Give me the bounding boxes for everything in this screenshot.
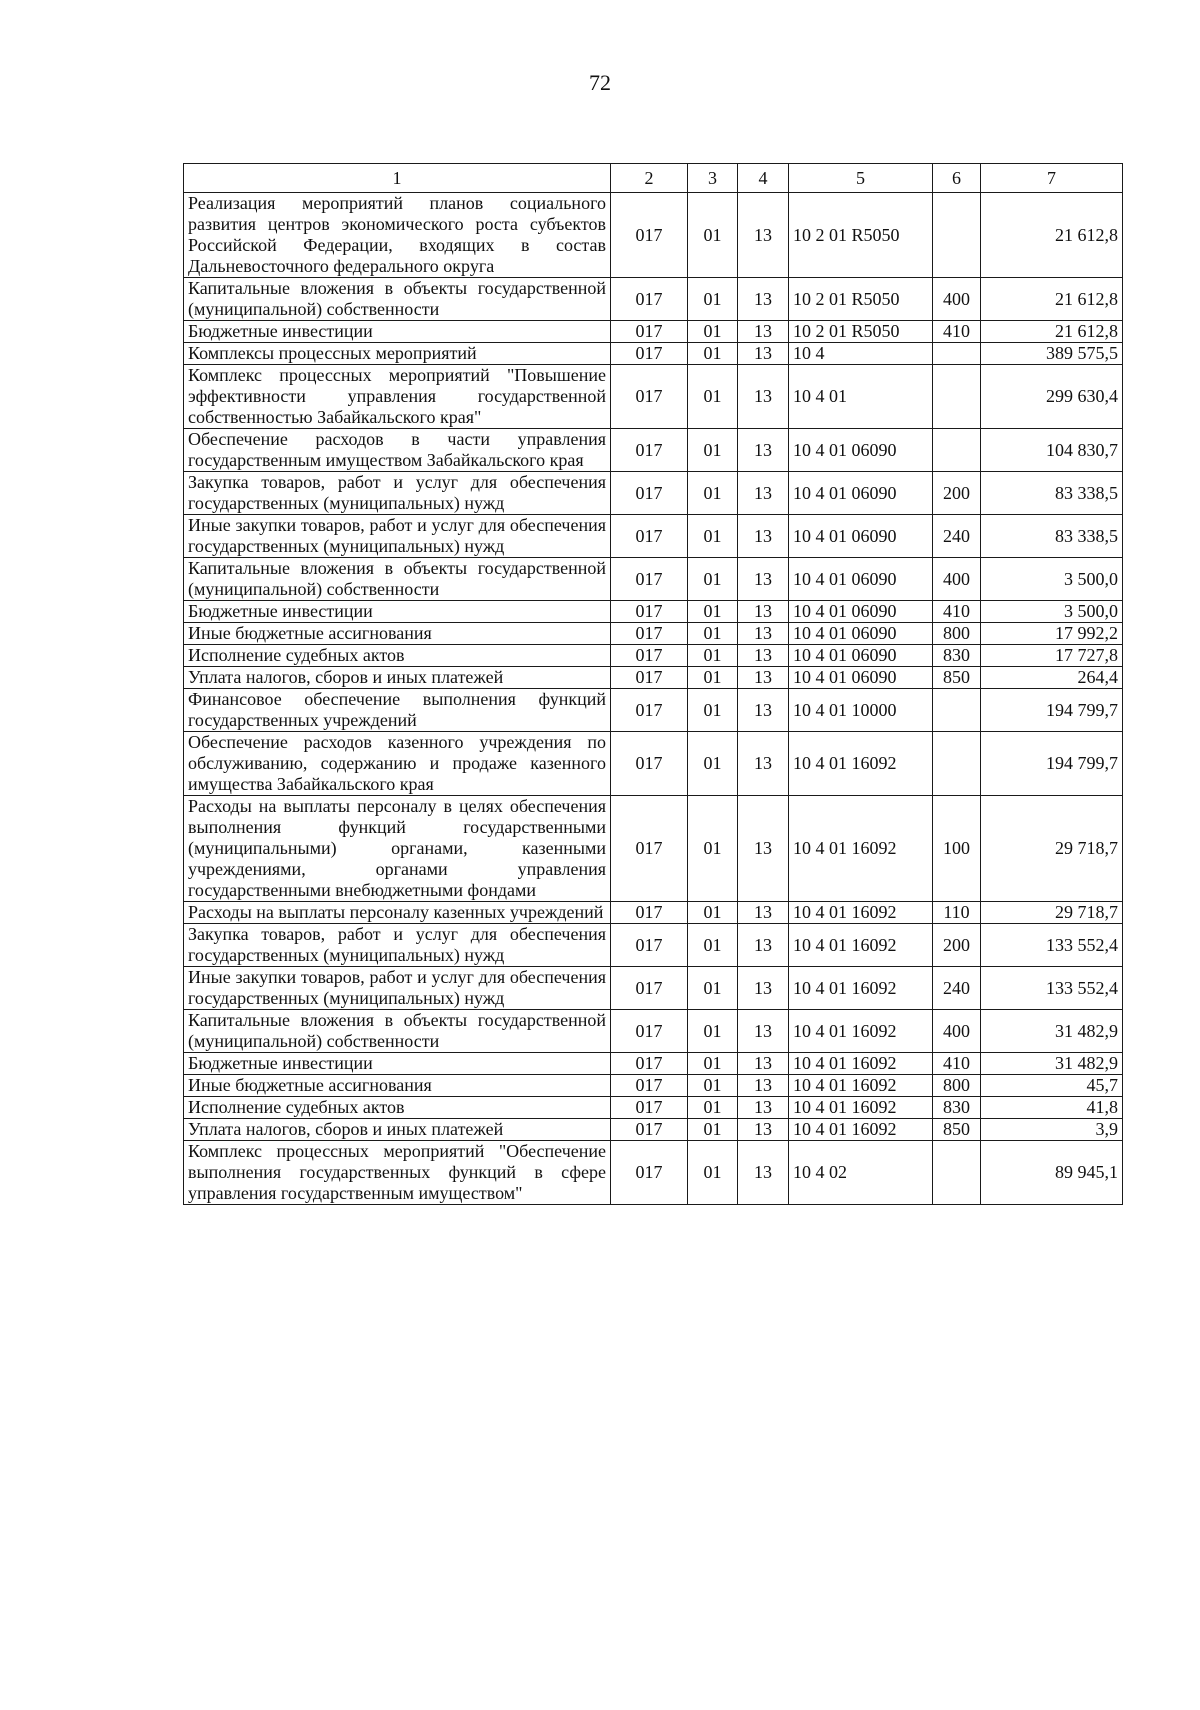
table-row bbox=[184, 667, 1123, 689]
expense-type-cell: 400 bbox=[933, 278, 981, 321]
expense-type-cell bbox=[933, 365, 981, 429]
code-admin-cell: 017 bbox=[611, 732, 688, 796]
section-cell: 01 bbox=[688, 623, 738, 645]
row-name-cell: Финансовое обеспечение выполнения функций государственных учреждений bbox=[184, 689, 611, 732]
column-header: 1 bbox=[184, 164, 611, 193]
target-article-cell: 10 4 01 06090 bbox=[789, 601, 933, 623]
section-cell: 01 bbox=[688, 732, 738, 796]
section-cell: 01 bbox=[688, 1010, 738, 1053]
code-admin-cell: 017 bbox=[611, 1119, 688, 1141]
code-admin-cell: 017 bbox=[611, 1141, 688, 1205]
section-cell: 01 bbox=[688, 601, 738, 623]
subsection-cell: 13 bbox=[738, 967, 789, 1010]
expense-type-cell: 110 bbox=[933, 902, 981, 924]
expense-type-cell: 410 bbox=[933, 601, 981, 623]
column-header: 7 bbox=[981, 164, 1123, 193]
expense-type-cell bbox=[933, 732, 981, 796]
row-name-cell: Реализация мероприятий планов социального развития центров экономического роста субъектов Российской Федерации, входящих в состав Дальневосточного федерального округа bbox=[184, 193, 611, 278]
row-name-cell: Закупка товаров, работ и услуг для обеспечения государственных (муниципальных) нужд bbox=[184, 924, 611, 967]
amount-cell: 133 552,4 bbox=[981, 924, 1123, 967]
subsection-cell: 13 bbox=[738, 193, 789, 278]
subsection-cell: 13 bbox=[738, 1141, 789, 1205]
row-name-cell: Обеспечение расходов в части управления государственным имуществом Забайкальского края bbox=[184, 429, 611, 472]
code-admin-cell: 017 bbox=[611, 902, 688, 924]
code-admin-cell: 017 bbox=[611, 1097, 688, 1119]
table-row bbox=[184, 515, 1123, 558]
table-header-row bbox=[184, 164, 1123, 193]
row-name-cell: Бюджетные инвестиции bbox=[184, 321, 611, 343]
amount-cell: 29 718,7 bbox=[981, 796, 1123, 902]
table-row bbox=[184, 689, 1123, 732]
target-article-cell: 10 4 01 06090 bbox=[789, 472, 933, 515]
expense-type-cell bbox=[933, 193, 981, 278]
table-row bbox=[184, 472, 1123, 515]
expense-type-cell: 400 bbox=[933, 558, 981, 601]
target-article-cell: 10 4 01 16092 bbox=[789, 902, 933, 924]
subsection-cell: 13 bbox=[738, 1053, 789, 1075]
target-article-cell: 10 2 01 R5050 bbox=[789, 321, 933, 343]
subsection-cell: 13 bbox=[738, 902, 789, 924]
amount-cell: 17 992,2 bbox=[981, 623, 1123, 645]
code-admin-cell: 017 bbox=[611, 1053, 688, 1075]
table-row bbox=[184, 558, 1123, 601]
subsection-cell: 13 bbox=[738, 601, 789, 623]
subsection-cell: 13 bbox=[738, 472, 789, 515]
row-name-cell: Исполнение судебных актов bbox=[184, 1097, 611, 1119]
table-row bbox=[184, 623, 1123, 645]
table-row bbox=[184, 796, 1123, 902]
row-name-cell: Закупка товаров, работ и услуг для обеспечения государственных (муниципальных) нужд bbox=[184, 472, 611, 515]
section-cell: 01 bbox=[688, 1075, 738, 1097]
table-row bbox=[184, 1053, 1123, 1075]
section-cell: 01 bbox=[688, 1097, 738, 1119]
code-admin-cell: 017 bbox=[611, 924, 688, 967]
target-article-cell: 10 4 01 16092 bbox=[789, 1119, 933, 1141]
table-row bbox=[184, 193, 1123, 278]
table-row bbox=[184, 1010, 1123, 1053]
code-admin-cell: 017 bbox=[611, 515, 688, 558]
table-row bbox=[184, 1141, 1123, 1205]
target-article-cell: 10 4 01 bbox=[789, 365, 933, 429]
subsection-cell: 13 bbox=[738, 667, 789, 689]
subsection-cell: 13 bbox=[738, 365, 789, 429]
expense-type-cell bbox=[933, 429, 981, 472]
amount-cell: 83 338,5 bbox=[981, 472, 1123, 515]
subsection-cell: 13 bbox=[738, 1075, 789, 1097]
table-row bbox=[184, 924, 1123, 967]
row-name-cell: Обеспечение расходов казенного учреждения по обслуживанию, содержанию и продаже казенного имущества Забайкальского края bbox=[184, 732, 611, 796]
table-row bbox=[184, 601, 1123, 623]
section-cell: 01 bbox=[688, 667, 738, 689]
expense-type-cell: 830 bbox=[933, 645, 981, 667]
subsection-cell: 13 bbox=[738, 343, 789, 365]
expense-type-cell: 200 bbox=[933, 472, 981, 515]
column-header: 2 bbox=[611, 164, 688, 193]
expense-type-cell bbox=[933, 1141, 981, 1205]
expense-type-cell: 200 bbox=[933, 924, 981, 967]
amount-cell: 41,8 bbox=[981, 1097, 1123, 1119]
target-article-cell: 10 4 01 16092 bbox=[789, 967, 933, 1010]
code-admin-cell: 017 bbox=[611, 558, 688, 601]
subsection-cell: 13 bbox=[738, 623, 789, 645]
target-article-cell: 10 4 01 16092 bbox=[789, 732, 933, 796]
code-admin-cell: 017 bbox=[611, 667, 688, 689]
target-article-cell: 10 4 01 16092 bbox=[789, 1010, 933, 1053]
section-cell: 01 bbox=[688, 924, 738, 967]
amount-cell: 389 575,5 bbox=[981, 343, 1123, 365]
subsection-cell: 13 bbox=[738, 796, 789, 902]
table-row bbox=[184, 429, 1123, 472]
target-article-cell: 10 4 01 16092 bbox=[789, 1053, 933, 1075]
code-admin-cell: 017 bbox=[611, 689, 688, 732]
amount-cell: 29 718,7 bbox=[981, 902, 1123, 924]
amount-cell: 104 830,7 bbox=[981, 429, 1123, 472]
row-name-cell: Бюджетные инвестиции bbox=[184, 601, 611, 623]
subsection-cell: 13 bbox=[738, 1119, 789, 1141]
expense-type-cell: 100 bbox=[933, 796, 981, 902]
amount-cell: 21 612,8 bbox=[981, 193, 1123, 278]
expense-type-cell: 410 bbox=[933, 1053, 981, 1075]
target-article-cell: 10 4 01 10000 bbox=[789, 689, 933, 732]
code-admin-cell: 017 bbox=[611, 623, 688, 645]
amount-cell: 3 500,0 bbox=[981, 558, 1123, 601]
table-row bbox=[184, 321, 1123, 343]
subsection-cell: 13 bbox=[738, 278, 789, 321]
row-name-cell: Расходы на выплаты персоналу казенных учреждений bbox=[184, 902, 611, 924]
target-article-cell: 10 4 01 06090 bbox=[789, 558, 933, 601]
expense-type-cell: 410 bbox=[933, 321, 981, 343]
expense-type-cell: 850 bbox=[933, 1119, 981, 1141]
code-admin-cell: 017 bbox=[611, 1010, 688, 1053]
code-admin-cell: 017 bbox=[611, 321, 688, 343]
page-number: 72 bbox=[589, 70, 611, 95]
code-admin-cell: 017 bbox=[611, 472, 688, 515]
target-article-cell: 10 4 bbox=[789, 343, 933, 365]
amount-cell: 31 482,9 bbox=[981, 1010, 1123, 1053]
section-cell: 01 bbox=[688, 515, 738, 558]
table-row bbox=[184, 732, 1123, 796]
amount-cell: 3 500,0 bbox=[981, 601, 1123, 623]
table-row bbox=[184, 1075, 1123, 1097]
amount-cell: 3,9 bbox=[981, 1119, 1123, 1141]
column-header: 3 bbox=[688, 164, 738, 193]
expense-type-cell: 800 bbox=[933, 623, 981, 645]
target-article-cell: 10 4 01 16092 bbox=[789, 1097, 933, 1119]
amount-cell: 21 612,8 bbox=[981, 278, 1123, 321]
column-header: 5 bbox=[789, 164, 933, 193]
subsection-cell: 13 bbox=[738, 321, 789, 343]
expense-type-cell: 240 bbox=[933, 515, 981, 558]
section-cell: 01 bbox=[688, 902, 738, 924]
table-row bbox=[184, 1119, 1123, 1141]
amount-cell: 133 552,4 bbox=[981, 967, 1123, 1010]
section-cell: 01 bbox=[688, 1141, 738, 1205]
amount-cell: 194 799,7 bbox=[981, 732, 1123, 796]
amount-cell: 31 482,9 bbox=[981, 1053, 1123, 1075]
amount-cell: 264,4 bbox=[981, 667, 1123, 689]
expense-type-cell bbox=[933, 689, 981, 732]
row-name-cell: Бюджетные инвестиции bbox=[184, 1053, 611, 1075]
table-row bbox=[184, 645, 1123, 667]
target-article-cell: 10 2 01 R5050 bbox=[789, 193, 933, 278]
row-name-cell: Иные закупки товаров, работ и услуг для обеспечения государственных (муниципальных) нужд bbox=[184, 967, 611, 1010]
expense-type-cell: 830 bbox=[933, 1097, 981, 1119]
code-admin-cell: 017 bbox=[611, 967, 688, 1010]
column-header: 6 bbox=[933, 164, 981, 193]
row-name-cell: Комплекс процессных мероприятий "Обеспечение выполнения государственных функций в сфере управления государственным имуществом" bbox=[184, 1141, 611, 1205]
expense-type-cell: 850 bbox=[933, 667, 981, 689]
target-article-cell: 10 4 01 06090 bbox=[789, 645, 933, 667]
subsection-cell: 13 bbox=[738, 558, 789, 601]
code-admin-cell: 017 bbox=[611, 1075, 688, 1097]
column-header: 4 bbox=[738, 164, 789, 193]
row-name-cell: Иные бюджетные ассигнования bbox=[184, 1075, 611, 1097]
row-name-cell: Комплексы процессных мероприятий bbox=[184, 343, 611, 365]
code-admin-cell: 017 bbox=[611, 278, 688, 321]
target-article-cell: 10 4 01 06090 bbox=[789, 667, 933, 689]
section-cell: 01 bbox=[688, 343, 738, 365]
target-article-cell: 10 4 02 bbox=[789, 1141, 933, 1205]
expense-type-cell: 240 bbox=[933, 967, 981, 1010]
table-row bbox=[184, 365, 1123, 429]
section-cell: 01 bbox=[688, 321, 738, 343]
section-cell: 01 bbox=[688, 967, 738, 1010]
section-cell: 01 bbox=[688, 645, 738, 667]
section-cell: 01 bbox=[688, 796, 738, 902]
code-admin-cell: 017 bbox=[611, 429, 688, 472]
amount-cell: 21 612,8 bbox=[981, 321, 1123, 343]
target-article-cell: 10 2 01 R5050 bbox=[789, 278, 933, 321]
amount-cell: 83 338,5 bbox=[981, 515, 1123, 558]
table-row bbox=[184, 1097, 1123, 1119]
target-article-cell: 10 4 01 06090 bbox=[789, 429, 933, 472]
table-row bbox=[184, 967, 1123, 1010]
section-cell: 01 bbox=[688, 472, 738, 515]
amount-cell: 45,7 bbox=[981, 1075, 1123, 1097]
row-name-cell: Расходы на выплаты персоналу в целях обеспечения выполнения функций государственными (муниципальными) органами, казенными учреждениями, органами управления государственными внебюджетными фондами bbox=[184, 796, 611, 902]
code-admin-cell: 017 bbox=[611, 601, 688, 623]
section-cell: 01 bbox=[688, 429, 738, 472]
subsection-cell: 13 bbox=[738, 689, 789, 732]
amount-cell: 89 945,1 bbox=[981, 1141, 1123, 1205]
subsection-cell: 13 bbox=[738, 645, 789, 667]
amount-cell: 17 727,8 bbox=[981, 645, 1123, 667]
code-admin-cell: 017 bbox=[611, 645, 688, 667]
target-article-cell: 10 4 01 06090 bbox=[789, 515, 933, 558]
subsection-cell: 13 bbox=[738, 732, 789, 796]
section-cell: 01 bbox=[688, 278, 738, 321]
section-cell: 01 bbox=[688, 689, 738, 732]
expense-type-cell bbox=[933, 343, 981, 365]
table-body bbox=[184, 164, 1123, 1205]
section-cell: 01 bbox=[688, 558, 738, 601]
expense-type-cell: 400 bbox=[933, 1010, 981, 1053]
target-article-cell: 10 4 01 16092 bbox=[789, 1075, 933, 1097]
row-name-cell: Капитальные вложения в объекты государственной (муниципальной) собственности bbox=[184, 558, 611, 601]
code-admin-cell: 017 bbox=[611, 193, 688, 278]
row-name-cell: Иные бюджетные ассигнования bbox=[184, 623, 611, 645]
subsection-cell: 13 bbox=[738, 515, 789, 558]
section-cell: 01 bbox=[688, 1053, 738, 1075]
row-name-cell: Капитальные вложения в объекты государственной (муниципальной) собственности bbox=[184, 1010, 611, 1053]
row-name-cell: Исполнение судебных актов bbox=[184, 645, 611, 667]
section-cell: 01 bbox=[688, 1119, 738, 1141]
code-admin-cell: 017 bbox=[611, 343, 688, 365]
row-name-cell: Иные закупки товаров, работ и услуг для обеспечения государственных (муниципальных) нужд bbox=[184, 515, 611, 558]
row-name-cell: Комплекс процессных мероприятий "Повышение эффективности управления государственной собственностью Забайкальского края" bbox=[184, 365, 611, 429]
table-row bbox=[184, 278, 1123, 321]
section-cell: 01 bbox=[688, 365, 738, 429]
target-article-cell: 10 4 01 16092 bbox=[789, 924, 933, 967]
code-admin-cell: 017 bbox=[611, 796, 688, 902]
subsection-cell: 13 bbox=[738, 429, 789, 472]
row-name-cell: Капитальные вложения в объекты государственной (муниципальной) собственности bbox=[184, 278, 611, 321]
row-name-cell: Уплата налогов, сборов и иных платежей bbox=[184, 667, 611, 689]
target-article-cell: 10 4 01 06090 bbox=[789, 623, 933, 645]
budget-table bbox=[183, 163, 1123, 1205]
section-cell: 01 bbox=[688, 193, 738, 278]
table-row bbox=[184, 902, 1123, 924]
target-article-cell: 10 4 01 16092 bbox=[789, 796, 933, 902]
amount-cell: 299 630,4 bbox=[981, 365, 1123, 429]
code-admin-cell: 017 bbox=[611, 365, 688, 429]
subsection-cell: 13 bbox=[738, 1010, 789, 1053]
expense-type-cell: 800 bbox=[933, 1075, 981, 1097]
row-name-cell: Уплата налогов, сборов и иных платежей bbox=[184, 1119, 611, 1141]
table-row bbox=[184, 343, 1123, 365]
amount-cell: 194 799,7 bbox=[981, 689, 1123, 732]
subsection-cell: 13 bbox=[738, 1097, 789, 1119]
subsection-cell: 13 bbox=[738, 924, 789, 967]
